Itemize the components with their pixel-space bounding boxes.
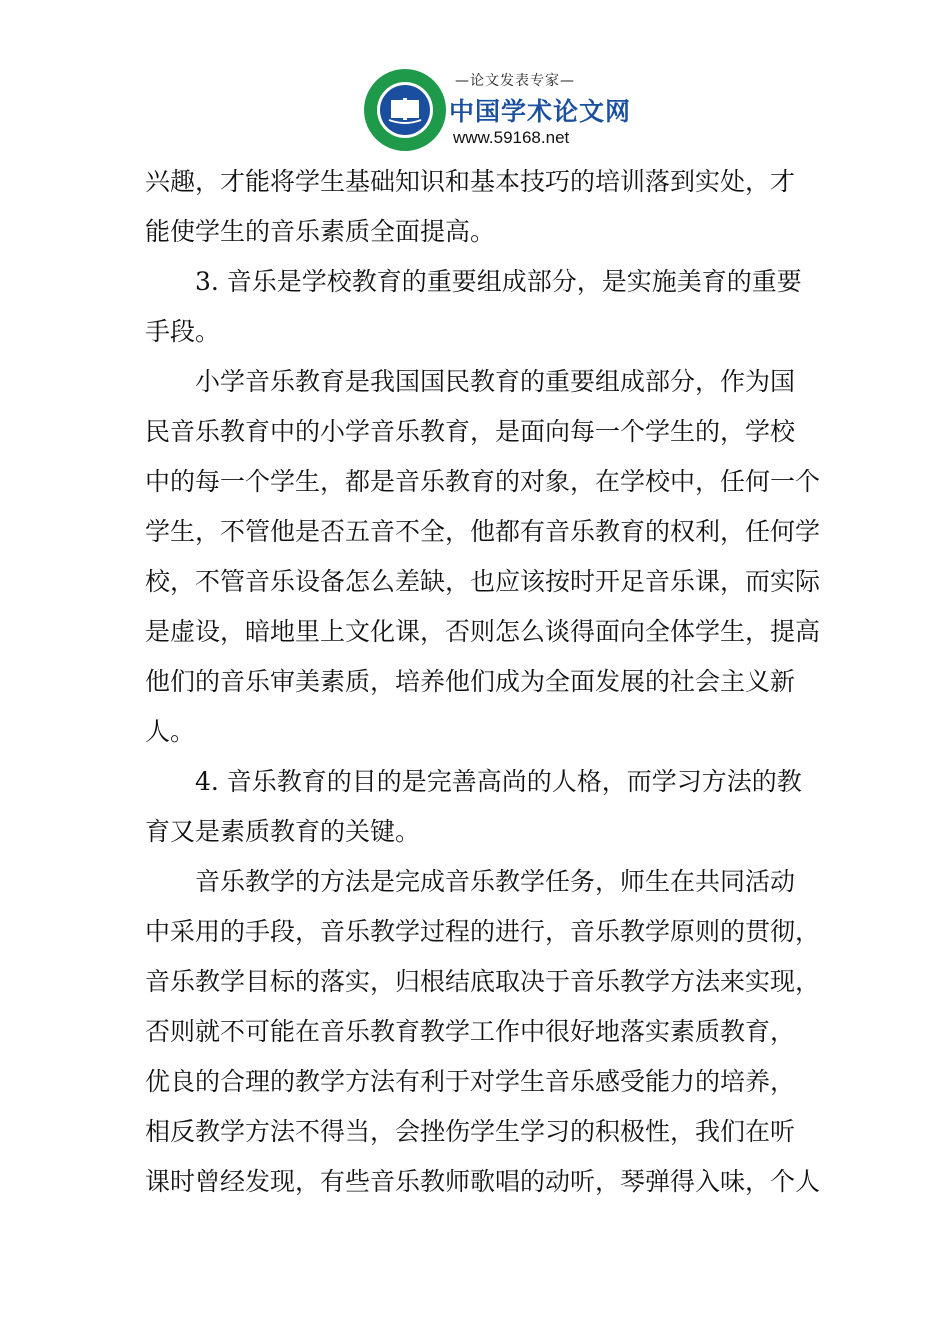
text-line: 中的每一个学生，都是音乐教育的对象，在学校中，任何一个	[145, 467, 821, 496]
text-line: 是虚设，暗地里上文化课，否则怎么谈得面向全体学生，提高	[145, 617, 821, 646]
text-line: 小学音乐教育是我国国民教育的重要组成部分，作为国	[195, 367, 796, 396]
logo-url: www.59168.net	[453, 128, 570, 147]
text-line: 音乐教学目标的落实，归根结底取决于音乐教学方法来实现，	[145, 967, 821, 996]
text-line: 校，不管音乐设备怎么差缺，也应该按时开足音乐课，而实际	[145, 567, 821, 596]
text-line: 民音乐教育中的小学音乐教育，是面向每一个学生的，学校	[145, 417, 796, 446]
text-line: 他们的音乐审美素质，培养他们成为全面发展的社会主义新	[145, 667, 796, 696]
text-line: 课时曾经发现，有些音乐教师歌唱的动听，琴弹得入味，个人	[145, 1167, 821, 1196]
text-line: 优良的合理的教学方法有利于对学生音乐感受能力的培养，	[145, 1067, 796, 1096]
text-line: 学生，不管他是否五音不全，他都有音乐教育的权利，任何学	[145, 517, 821, 546]
logo-site-name: 中国学术论文网	[449, 97, 632, 126]
logo-tagline: —论文发表专家—	[455, 73, 575, 89]
text-line: 中采用的手段，音乐教学过程的进行，音乐教学原则的贯彻，	[145, 917, 821, 946]
text-line: 人。	[145, 717, 196, 746]
text-line: 否则就不可能在音乐教育教学工作中很好地落实素质教育，	[145, 1017, 796, 1046]
section-heading-3-cont: 手段。	[145, 317, 221, 346]
text-line: 能使学生的音乐素质全面提高。	[145, 217, 496, 246]
section-heading-3: 3. 音乐是学校教育的重要组成部分，是实施美育的重要	[195, 267, 802, 296]
text-line: 相反教学方法不得当，会挫伤学生学习的积极性，我们在听	[145, 1117, 796, 1146]
logo-seal-icon	[363, 68, 447, 152]
section-heading-4-cont: 育又是素质教育的关键。	[145, 817, 421, 846]
text-line: 兴趣，才能将学生基础知识和基本技巧的培训落到实处，才	[145, 167, 796, 196]
section-heading-4: 4. 音乐教育的目的是完善高尚的人格，而学习方法的教	[195, 767, 802, 796]
document-body	[145, 157, 821, 1207]
text-line: 音乐教学的方法是完成音乐教学任务，师生在共同活动	[195, 867, 796, 896]
site-logo	[363, 62, 632, 154]
